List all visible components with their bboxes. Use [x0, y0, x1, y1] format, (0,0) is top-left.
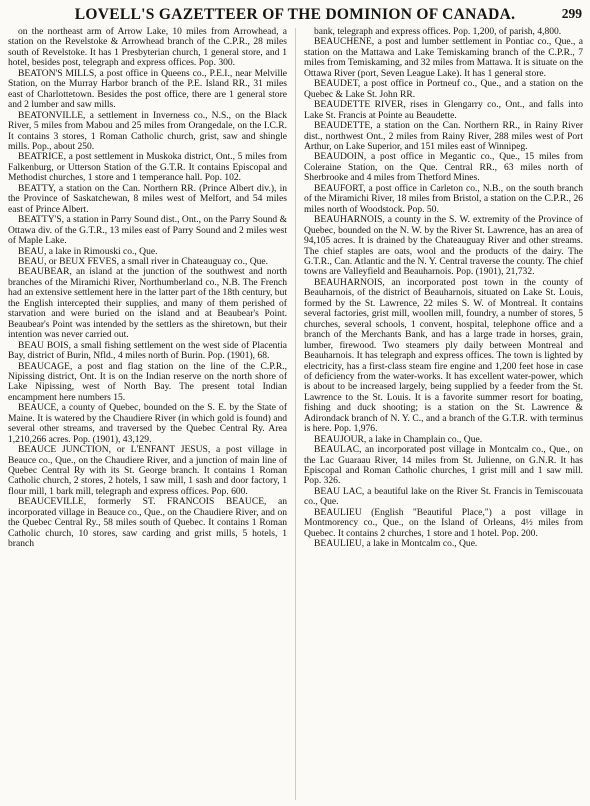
- gazetteer-entry: BEAU, a lake in Rimouski co., Que.: [18, 245, 158, 257]
- gazetteer-entry: BEATON'S MILLS, a post office in Queens co., P.E.I., near Melville Station, on the Murray Harbor branch of the P.E. Island RR., 31 miles east of Charlottetown. Besides the post office, there are 1 general store and 2 lumber and saw mills.: [8, 67, 287, 111]
- page-header: [8, 6, 582, 26]
- gazetteer-entry: BEAULIEU, a lake in Montcalm co., Que.: [314, 538, 478, 550]
- gazetteer-entry: BEAULAC, an incorporated post village in Montcalm co., Que., on the Lac Guaraau River, 14 miles from St. Julienne, on G.N.R. It has Episcopal and Roman Catholic churches, 1 grist mill and 1 saw mill. Pop. 326.: [304, 444, 583, 487]
- gazetteer-entry: BEAULIEU (English "Beautiful Place,") a post village in Montmorency co., Que., on the Island of Orleans, 4½ miles from Quebec. It contains 2 churches, 1 store and 1 hotel. Pop. 200.: [304, 506, 583, 539]
- gazetteer-entry: BEAUDETTE RIVER, rises in Glengarry co., Ont., and falls into Lake St. Francis at Pointe au Beaudette.: [304, 99, 583, 121]
- gazetteer-entry: BEAUCE, a county of Quebec, bounded on the S. E. by the State of Maine. It is watered by the Chaudiere River (in which gold is found) and several other streams, and traversed by the Quebec Central Ry. Area 1,210,266 acres. Pop. (1901), 43,129.: [8, 402, 287, 445]
- gazetteer-entry: BEAUJOUR, a lake in Champlain co., Que.: [314, 433, 483, 445]
- gazetteer-entry: on the northeast arm of Arrow Lake, 10 miles from Arrowhead, a station on the Revelstoke & Arrowhead branch of the C.P.R., 28 miles south of Revelstoke. It has 1 Presbyterian church, 1 general store, and 1 hotel, besides post, telegraph and express offices. Pop. 300.: [8, 26, 287, 69]
- gazetteer-entry: BEAUCAGE, a post and flag station on the line of the C.P.R., Nipissing district, Ont. It is on the Indian reserve on the north shore of Lake Nipissing, west of North Bay. The present total Indian encampment here numbers 15.: [8, 360, 287, 403]
- left-column: [8, 27, 287, 550]
- gazetteer-entry: BEAUCEVILLE, formerly ST. FRANCOIS BEAUCE, an incorporated village in Beauce co., Que., on the Chaudiere River, and on the Quebec Central Ry., 58 miles south of Quebec. It contains 1 Roman Catholic church, 10 stores, saw carding and grist mills, 5 hotels, 1 branch: [8, 496, 287, 550]
- column-divider: [295, 28, 296, 800]
- gazetteer-entry: BEAUDOIN, a post office in Megantic co., Que., 15 miles from Coleraine Station, on the Que. Central RR., 63 miles north of Sherbrooke and 4 miles from Thetford Mines.: [304, 151, 583, 184]
- gazetteer-entry: BEAUHARNOIS, an incorporated post town in the county of Beauharnois, of the district of Beauharnois, situated on Lake St. Louis, formed by the St. Lawrence, 22 miles S. W. of Montreal. It contains several factories, grist mill, woollen mill, foundry, a number of stores, 5 churches, several schools, 1 convent, hospital, telephone office and a branch of the Merchants Bank, and has a large trade in horses, grain, lumber, firewood. Two steamers ply daily between Montreal and Beauharnois. It has telegraph and express offices. The town is lighted by electricity, has a first-class steam fire engine and 1,200 feet hose in case of deficiency from the water-works. It has excellent water-power, which is about to be increased largely, being supplied by a feeder from the St. Lawrence to the St. Louis. It is a favorite summer resort for boating, fishing and duck shooting; is a station on the St. Lawrence & Adirondack branch of N. Y. C., and a branch of the G.T.R. with terminus is here. Pop. 1,976.: [304, 276, 583, 435]
- running-title: LOVELL'S GAZETTEER OF THE DOMINION OF CANADA.: [74, 6, 516, 23]
- gazetteer-entry: BEATRICE, a post settlement in Muskoka district, Ont., 5 miles from Falkenburg, or Utterson Station of the G.T.R. It contains Episcopal and Methodist churches, 1 store and 1 temperance hall. Pop. 102.: [8, 151, 287, 184]
- gazetteer-entry: BEAU LAC, a beautiful lake on the River St. Francis in Temiscouata co., Que.: [304, 485, 583, 508]
- gazetteer-entry: BEAUFORT, a post office in Carleton co., N.B., on the south branch of the Miramichi River, 18 miles from Bristol, a station on the C.P.R., 26 miles north of Woodstock. Pop. 50.: [304, 182, 583, 215]
- gazetteer-entry: BEATONVILLE, a settlement in Inverness co., N.S., on the Black River, 5 miles from Mabou and 25 miles from Orangedale, on the I.C.R. It contains 3 stores, 1 Roman Catholic church, grist, saw and shingle mills. Pop., about 250.: [8, 109, 287, 152]
- gazetteer-entry: BEAUDET, a post office in Portneuf co., Que., and a station on the Quebec & Lake St. John RR.: [304, 78, 583, 100]
- gazetteer-entry: bank, telegraph and express offices. Pop. 1,200, of parish, 4,800.: [314, 26, 562, 37]
- gazetteer-entry: BEATTY'S, a station in Parry Sound dist., Ont., on the Parry Sound & Ottawa div. of the G.T.R., 13 miles east of Parry Sound and 2 miles west of Maple Lake.: [8, 214, 287, 247]
- gazetteer-entry: BEAUCHENE, a post and lumber settlement in Pontiac co., Que., a station on the Mattawa and Lake Temiskaming branch of the C.P.R., 7 miles from Temiskaming, and 32 miles from Mattawa. It is situate on the Ottawa River (port, Seven League Lake). It has 1 general store.: [304, 36, 583, 79]
- page-number: 299: [561, 6, 582, 21]
- gazetteer-entry: BEAUDETTE, a station on the Can. Northern RR., in Rainy River dist., northwest Ont., 2 miles from Rainy River, 288 miles west of Port Arthur, on Lake Superior, and 151 miles east of Winnipeg.: [304, 120, 583, 152]
- gazetteer-entry: BEAU, or BEUX FEVES, a small river in Chateauguay co., Que.: [18, 255, 269, 267]
- gazetteer-entry: BEAUHARNOIS, a county in the S. W. extremity of the Province of Quebec, bounded on the N. W. by the River St. Lawrence, has an area of 94,105 acres. It is drained by the Chateauguay River and other streams. The chief staples are oats, wool and the products of the dairy. The G.T.R., Can. Atlantic and the N. Y. Central traverse the county. The chief towns are Valleyfield and Beauharnois. Pop. (1901), 21,732.: [304, 214, 583, 278]
- gazetteer-entry: BEAUCE JUNCTION, or L'ENFANT JESUS, a post village in Beauce co., Que., on the Chaudiere River, and a junction of main line of Quebec Central Ry with its St. George branch. It contains 1 Roman Catholic church, 2 stores, 2 hotels, 1 saw mill, 1 sash and door factory, 1 flour mill, 1 bark mill, telegraph and express offices. Pop. 600.: [8, 444, 287, 497]
- gazetteer-entry: BEAUBEAR, an island at the junction of the southwest and north branches of the Miramichi River, Northumberland co., N.B. The French had an extensive settlement here in the latter part of the 18th century, but the English intercepted their supplies, and many of them perished of starvation and were buried on the island and at Beaubear's Point. Beaubear's Point was intended by the settlers as the shiretown, but their intention was never carried out.: [8, 266, 287, 341]
- gazetteer-entry: BEAU BOIS, a small fishing settlement on the west side of Placentia Bay, district of Burin, Nfld., 4 miles north of Burin. Pop. (1901), 68.: [8, 339, 287, 362]
- gazetteer-entry: BEATTY, a station on the Can. Northern RR. (Prince Albert div.), in the Province of Saskatchewan, 8 miles west of Melfort, and 54 miles east of Prince Albert.: [8, 182, 287, 215]
- right-column: [304, 27, 583, 550]
